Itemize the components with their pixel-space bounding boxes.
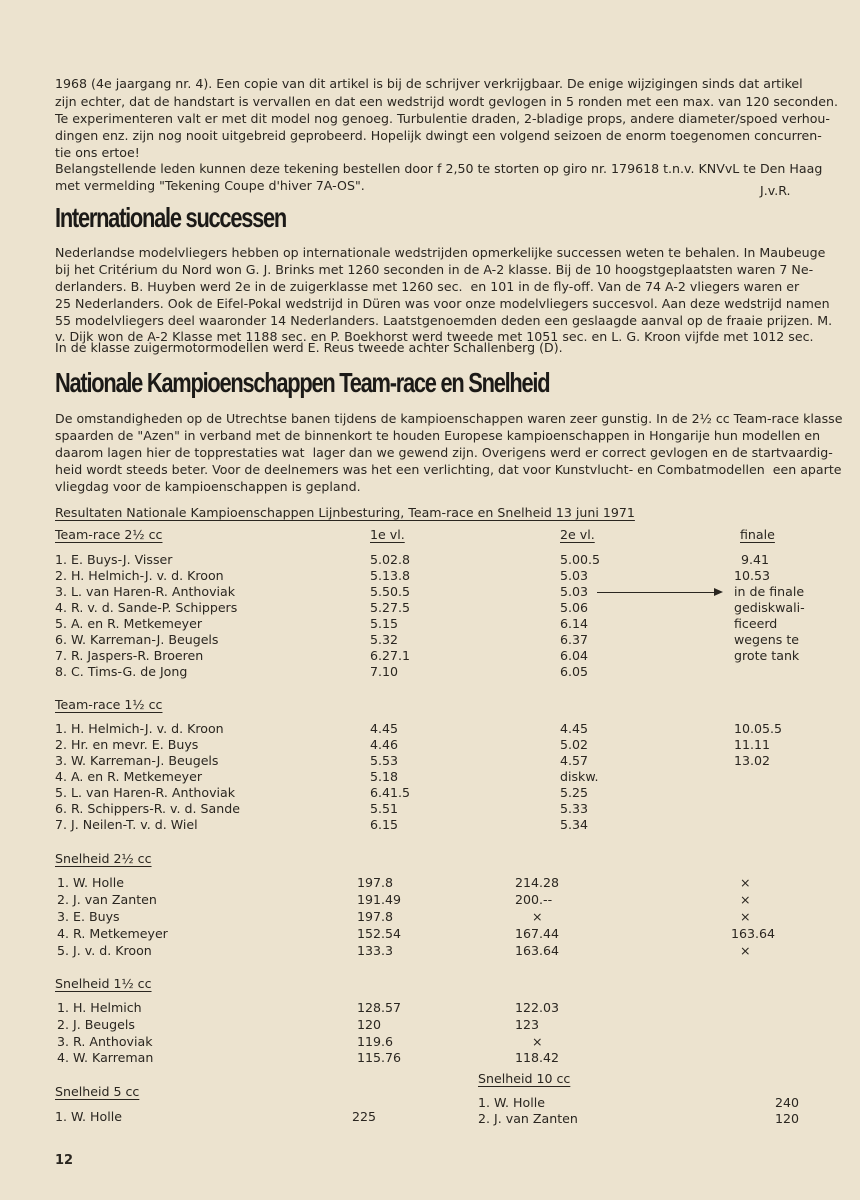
row-name: 1. W. Holle [57, 875, 124, 890]
row-value-2: 5.00.5 [560, 552, 601, 567]
row-value-1: 5.18 [370, 769, 399, 784]
table-title: Team-race 2½ cc [55, 527, 163, 542]
intro-line: Belangstellende leden kunnen deze tekening bestellen door f 2,50 te storten op giro nr. 179618 t.n.v. KNVvL te Den Haag [55, 161, 823, 176]
row-value-2: 4.45 [560, 721, 589, 736]
row-value-2: 6.37 [560, 632, 589, 647]
row-name: 4. R. v. d. Sande-P. Schippers [55, 600, 238, 615]
page-number: 12 [55, 1153, 74, 1168]
row-value-finale: × [740, 892, 751, 907]
row-value-finale: × [740, 943, 751, 958]
row-value-2: 122.03 [515, 1000, 560, 1015]
column-header-1e-vl: 1e vl. [370, 527, 405, 542]
row-value-1: 5.13.8 [370, 568, 411, 583]
row-name: 5. L. van Haren-R. Anthoviak [55, 785, 236, 800]
table-title: Snelheid 10 cc [478, 1071, 571, 1086]
row-value-2: × [532, 909, 543, 924]
paragraph-line: vliegdag voor de kampioenschappen is gepland. [55, 479, 361, 494]
intro-line: 1968 (4e jaargang nr. 4). Een copie van dit artikel is bij de schrijver verkrijgbaar. De enige wijzigingen sinds dat artikel [55, 76, 803, 91]
intro-line: zijn echter, dat de handstart is vervallen en dat een wedstrijd wordt gevlogen in 5 ronden met een max. van 120 seconden. [55, 94, 839, 109]
row-name: 2. J. van Zanten [57, 892, 157, 907]
row-value-1: 6.27.1 [370, 648, 411, 663]
row-name: 3. W. Karreman-J. Beugels [55, 753, 219, 768]
paragraph-line: bij het Critérium du Nord won G. J. Brinks met 1260 seconden in de A-2 klasse. Bij de 10 hoogstgeplaatsten waren 7 Ne- [55, 262, 814, 277]
row-value-2: 5.33 [560, 801, 589, 816]
row-value-1: 5.51 [370, 801, 399, 816]
row-value-1: 5.50.5 [370, 584, 411, 599]
paragraph-line: v. Dijk won de A-2 Klasse met 1188 sec. en P. Boekhorst werd tweede met 1051 sec. en L. G. Kroon vijfde met 1012 sec. [55, 329, 814, 344]
column-header-finale: finale [740, 527, 775, 542]
row-value-2: 214.28 [515, 875, 560, 890]
row-value-1: 119.6 [357, 1034, 394, 1049]
row-value-1: 191.49 [357, 892, 402, 907]
row-name: 5. J. v. d. Kroon [57, 943, 152, 958]
row-name: 7. R. Jaspers-R. Broeren [55, 648, 204, 663]
row-name: 5. A. en R. Metkemeyer [55, 616, 202, 631]
row-name: 2. J. Beugels [57, 1017, 135, 1032]
paragraph-line: In de klasse zuigermotormodellen werd E. Reus tweede achter Schallenberg (D). [55, 340, 563, 355]
paragraph-line: Nederlandse modelvliegers hebben op internationale wedstrijden opmerkelijke successen weten te behalen. In Maubeuge [55, 245, 826, 260]
row-name: 4. A. en R. Metkemeyer [55, 769, 202, 784]
row-name: 1. W. Holle [478, 1095, 545, 1110]
table-title: Snelheid 5 cc [55, 1084, 140, 1099]
table-title: Snelheid 1½ cc [55, 976, 152, 991]
paragraph-line: heid wordt steeds beter. Voor de deelnemers was het een verlichting, dat voor Kunstvlucht- en Combatmodellen een aparte [55, 462, 842, 477]
row-value-2: 5.06 [560, 600, 589, 615]
row-value-1: 240 [775, 1095, 800, 1110]
row-value-1: 5.15 [370, 616, 399, 631]
row-value-finale: grote tank [734, 648, 800, 663]
row-name: 8. C. Tims-G. de Jong [55, 664, 188, 679]
paragraph-line: derlanders. B. Huyben werd 2e in de zuigerklasse met 1260 sec. en 101 in de fly-off. Van de 74 A-2 vliegers waren er [55, 279, 800, 294]
section-heading-national: Nationale Kampioenschappen Team-race en Snelheid [55, 367, 550, 398]
row-value-1: 7.10 [370, 664, 399, 679]
paragraph-line: 25 Nederlanders. Ook de Eifel-Pokal wedstrijd in Düren was voor onze modelvliegers succesvol. Aan deze wedstrijd namen [55, 296, 830, 311]
row-value-1: 120 [357, 1017, 382, 1032]
row-value-1: 5.32 [370, 632, 399, 647]
row-value-finale: 163.64 [731, 926, 776, 941]
row-value-2: 167.44 [515, 926, 560, 941]
row-value-1: 4.46 [370, 737, 399, 752]
row-value-1: 225 [352, 1109, 377, 1124]
intro-line: tie ons ertoe! [55, 145, 140, 160]
paragraph-line: De omstandigheden op de Utrechtse banen tijdens de kampioenschappen waren zeer gunstig. In de 2½ cc Team-race klasse [55, 411, 843, 426]
row-value-2: 5.02 [560, 737, 589, 752]
row-name: 6. W. Karreman-J. Beugels [55, 632, 219, 647]
row-value-1: 120 [775, 1111, 800, 1126]
row-name: 2. Hr. en mevr. E. Buys [55, 737, 199, 752]
row-value-2: 6.04 [560, 648, 589, 663]
row-value-2: 5.03 [560, 568, 589, 583]
row-value-1: 6.15 [370, 817, 399, 832]
row-value-2: × [532, 1034, 543, 1049]
results-title: Resultaten Nationale Kampioenschappen Lijnbesturing, Team-race en Snelheid 13 juni 1971 [55, 505, 635, 520]
row-name: 7. J. Neilen-T. v. d. Wiel [55, 817, 198, 832]
row-value-finale: 9.41 [741, 552, 770, 567]
row-name: 4. R. Metkemeyer [57, 926, 168, 941]
row-value-finale: 13.02 [734, 753, 771, 768]
row-value-2: 118.42 [515, 1050, 560, 1065]
row-value-2: 4.57 [560, 753, 589, 768]
row-value-finale: gediskwali- [734, 600, 805, 615]
row-value-1: 115.76 [357, 1050, 402, 1065]
row-value-1: 128.57 [357, 1000, 402, 1015]
row-value-finale: × [740, 875, 751, 890]
author-signature: J.v.R. [760, 183, 791, 198]
row-value-finale: wegens te [734, 632, 800, 647]
row-value-1: 133.3 [357, 943, 394, 958]
row-value-1: 6.41.5 [370, 785, 411, 800]
table-title: Team-race 1½ cc [55, 697, 163, 712]
row-name: 1. H. Helmich [57, 1000, 142, 1015]
row-name: 3. E. Buys [57, 909, 120, 924]
row-value-2: 123 [515, 1017, 540, 1032]
row-name: 2. H. Helmich-J. v. d. Kroon [55, 568, 224, 583]
row-value-2: diskw. [560, 769, 599, 784]
row-value-1: 197.8 [357, 909, 394, 924]
row-value-1: 5.27.5 [370, 600, 411, 615]
row-value-finale: in de finale [734, 584, 805, 599]
row-name: 6. R. Schippers-R. v. d. Sande [55, 801, 240, 816]
paragraph-line: spaarden de "Azen" in verband met de binnenkort te houden Europese kampioenschappen in Hongarije hun modellen en [55, 428, 821, 443]
row-value-1: 152.54 [357, 926, 402, 941]
arrow-line [597, 592, 715, 593]
paragraph-line: daarom lagen hier de topprestaties wat lager dan we gewend zijn. Overigens werd er correct gevlogen en de startvaardig- [55, 445, 833, 460]
intro-line: dingen enz. zijn nog nooit uitgebreid geprobeerd. Hopelijk dwingt een volgend seizoen de enorm toegenomen concurren- [55, 128, 822, 143]
row-value-1: 5.53 [370, 753, 399, 768]
row-name: 1. H. Helmich-J. v. d. Kroon [55, 721, 224, 736]
intro-line: met vermelding "Tekening Coupe d'hiver 7A-OS". [55, 178, 365, 193]
section-heading-international: Internationale successen [55, 202, 287, 233]
intro-line: Te experimenteren valt er met dit model nog genoeg. Turbulentie draden, 2-bladige props, andere diameter/spoed verhou- [55, 111, 830, 126]
row-name: 4. W. Karreman [57, 1050, 154, 1065]
row-value-2: 5.03 [560, 584, 589, 599]
column-header-2e-vl: 2e vl. [560, 527, 595, 542]
row-value-2: 163.64 [515, 943, 560, 958]
row-value-finale: × [740, 909, 751, 924]
row-value-2: 6.05 [560, 664, 589, 679]
row-value-1: 4.45 [370, 721, 399, 736]
row-value-finale: 10.53 [734, 568, 771, 583]
row-name: 1. W. Holle [55, 1109, 122, 1124]
row-name: 3. L. van Haren-R. Anthoviak [55, 584, 236, 599]
row-value-2: 5.25 [560, 785, 589, 800]
row-value-1: 5.02.8 [370, 552, 411, 567]
row-name: 1. E. Buys-J. Visser [55, 552, 173, 567]
row-value-finale: 11.11 [734, 737, 771, 752]
row-value-finale: ficeerd [734, 616, 778, 631]
table-title: Snelheid 2½ cc [55, 851, 152, 866]
row-value-1: 197.8 [357, 875, 394, 890]
row-name: 2. J. van Zanten [478, 1111, 578, 1126]
row-value-2: 6.14 [560, 616, 589, 631]
arrow-right-icon [714, 588, 723, 596]
row-value-finale: 10.05.5 [734, 721, 783, 736]
row-name: 3. R. Anthoviak [57, 1034, 153, 1049]
row-value-2: 200.-- [515, 892, 553, 907]
paragraph-line: 55 modelvliegers deel waaronder 14 Nederlanders. Laatstgenoemden deden een geslaagde aanval op de fraaie prijzen. M. [55, 313, 833, 328]
row-value-2: 5.34 [560, 817, 589, 832]
